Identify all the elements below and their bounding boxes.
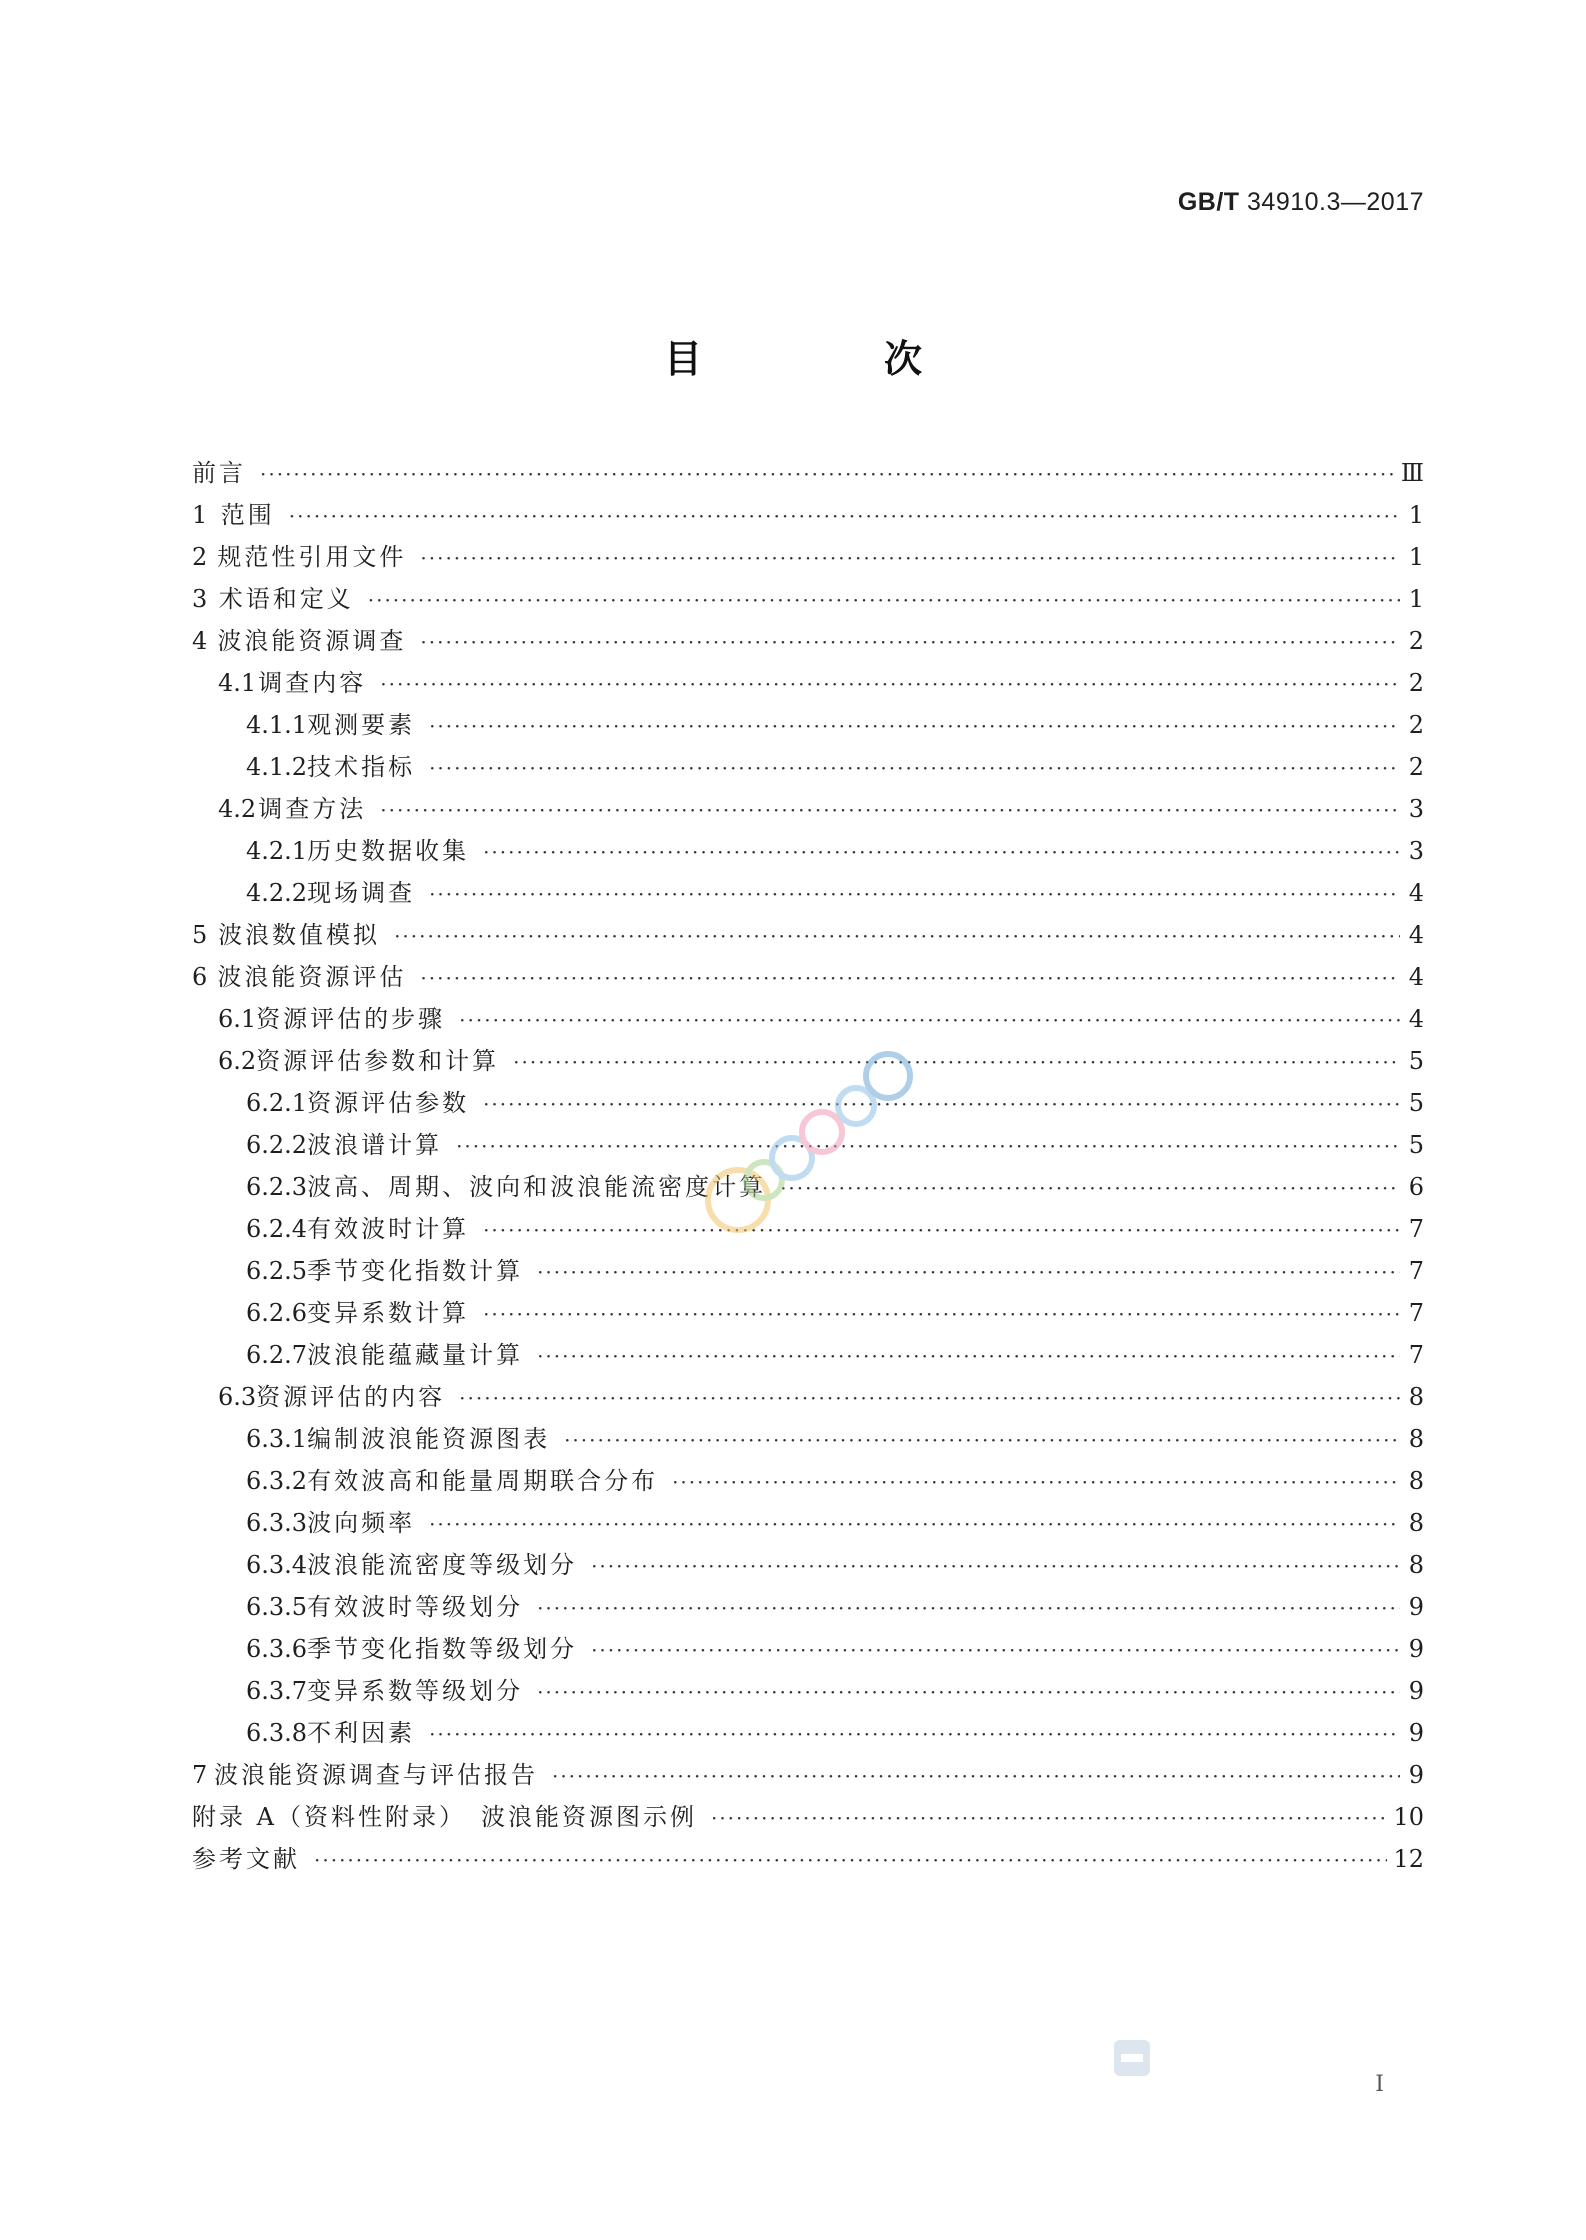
toc-entry-page: 2 [1408, 753, 1424, 781]
toc-entry-page: 4 [1408, 963, 1424, 991]
toc-entry-page: 9 [1408, 1677, 1424, 1705]
toc-entry-page: 9 [1408, 1635, 1424, 1663]
toc-dot-leader [672, 1470, 1400, 1494]
toc-entry[interactable] [192, 1671, 1424, 1713]
toc-dot-leader [564, 1428, 1400, 1452]
toc-entry-title: 有效波高和能量周期联合分布 [307, 1467, 659, 1495]
toc-entry-page: 10 [1393, 1803, 1424, 1831]
toc-entry-title: 附录 A（资料性附录） 波浪能资源图示例 [192, 1803, 697, 1831]
toc-entry-title: 术语和定义 [218, 585, 354, 613]
toc-entry-page: 2 [1408, 711, 1424, 739]
toc-entry-title: 波高、周期、波向和波浪能流密度计算 [307, 1173, 767, 1201]
toc-entry-page: 3 [1408, 837, 1424, 865]
toc-entry-number: 6.3.5 [246, 1593, 308, 1621]
toc-dot-leader [420, 546, 1400, 570]
toc-entry-number: 6.2 [218, 1047, 257, 1075]
toc-entry-page: 9 [1408, 1761, 1424, 1789]
toc-dot-leader [537, 1680, 1400, 1704]
toc-entry-page: 9 [1408, 1593, 1424, 1621]
toc-entry[interactable] [192, 1461, 1424, 1503]
toc-dot-leader [459, 1386, 1400, 1410]
toc-entry[interactable] [192, 495, 1424, 537]
toc-dot-leader [429, 882, 1400, 906]
toc-entry-number: 6.2.4 [246, 1215, 308, 1243]
toc-entry-number: 6.3.8 [246, 1719, 308, 1747]
toc-entry[interactable] [192, 831, 1424, 873]
toc-entry-page: 4 [1408, 879, 1424, 907]
toc-entry-title: 有效波时等级划分 [307, 1593, 524, 1621]
toc-entry-number: 1 [192, 501, 208, 529]
toc-entry-title: 变异系数计算 [307, 1299, 470, 1327]
toc-entry-title: 观测要素 [307, 711, 416, 739]
toc-dot-leader [537, 1596, 1400, 1620]
toc-dot-leader [483, 1302, 1400, 1326]
toc-entry-title: 调查方法 [258, 795, 367, 823]
toc-entry[interactable] [192, 1713, 1424, 1755]
toc-entry-number: 4.1.2 [246, 753, 308, 781]
toc-entry-title: 波向频率 [307, 1509, 416, 1537]
toc-entry[interactable] [192, 957, 1424, 999]
toc-entry-page: 8 [1408, 1383, 1424, 1411]
toc-entry-title: 季节变化指数计算 [307, 1257, 524, 1285]
toc-entry-title: 技术指标 [307, 753, 416, 781]
toc-entry-page: 1 [1408, 585, 1424, 613]
toc-entry-page: 7 [1408, 1257, 1424, 1285]
toc-entry-page: 12 [1393, 1845, 1424, 1873]
toc-entry-title: 不利因素 [307, 1719, 416, 1747]
toc-entry-title: 调查内容 [258, 669, 367, 697]
toc-dot-leader [459, 1008, 1400, 1032]
toc-dot-leader [537, 1260, 1400, 1284]
toc-entry-title: 历史数据收集 [307, 837, 470, 865]
toc-dot-leader [483, 1218, 1400, 1242]
toc-dot-leader [483, 840, 1400, 864]
toc-dot-leader [591, 1638, 1400, 1662]
toc-dot-leader [314, 1848, 1387, 1872]
toc-entry-number: 4.1.1 [246, 711, 308, 739]
toc-entry[interactable] [192, 663, 1424, 705]
toc-entry[interactable] [192, 1377, 1424, 1419]
toc-entry-number: 4.1 [218, 669, 257, 697]
toc-entry-page: 4 [1408, 921, 1424, 949]
toc-entry-page: 3 [1408, 795, 1424, 823]
toc-entry-title: 波浪能资源调查 [217, 627, 407, 655]
toc-entry-number: 4 [192, 627, 208, 655]
toc-entry[interactable] [192, 1797, 1424, 1839]
toc-entry-page: 1 [1408, 501, 1424, 529]
toc-entry-page: 6 [1408, 1173, 1424, 1201]
toc-dot-leader [429, 756, 1400, 780]
toc-entry-title: 波浪能蕴藏量计算 [307, 1341, 524, 1369]
toc-entry-page: 7 [1408, 1341, 1424, 1369]
toc-dot-leader [483, 1092, 1400, 1116]
toc-entry[interactable] [192, 621, 1424, 663]
toc-entry-number: 4.2.1 [246, 837, 308, 865]
toc-entry[interactable] [192, 579, 1424, 621]
toc-dot-leader [289, 504, 1400, 528]
toc-entry-title: 季节变化指数等级划分 [307, 1635, 578, 1663]
toc-entry-page: 5 [1408, 1047, 1424, 1075]
toc-entry-page: 8 [1408, 1509, 1424, 1537]
toc-entry-page: 2 [1408, 627, 1424, 655]
toc-entry-number: 6.3 [218, 1383, 257, 1411]
toc-entry-page: 8 [1408, 1467, 1424, 1495]
toc-entry-title: 编制波浪能资源图表 [307, 1425, 551, 1453]
toc-entry-title: 资源评估的内容 [256, 1383, 446, 1411]
toc-entry-title: 波浪能资源调查与评估报告 [213, 1761, 538, 1789]
toc-entry-page: 5 [1408, 1131, 1424, 1159]
toc-entry-title: 变异系数等级划分 [307, 1677, 524, 1705]
toc-entry-number: 6.2.2 [246, 1131, 308, 1159]
toc-entry[interactable] [192, 789, 1424, 831]
toc-entry-number: 5 [192, 921, 208, 949]
toc-entry-number: 6.3.2 [246, 1467, 308, 1495]
toc-entry-title: 资源评估的步骤 [256, 1005, 446, 1033]
toc-entry-title: 波浪能资源评估 [217, 963, 407, 991]
toc-dot-leader [711, 1806, 1387, 1830]
toc-entry-title: 前言 [192, 459, 246, 487]
toc-entry-number: 6.2.7 [246, 1341, 308, 1369]
cloud-watermark-icon [700, 1030, 930, 1260]
toc-entry[interactable] [192, 705, 1424, 747]
toc-entry-page: Ⅲ [1400, 459, 1424, 487]
toc-entry-number: 2 [192, 543, 208, 571]
toc-dot-leader [537, 1344, 1400, 1368]
toc-entry[interactable] [192, 1629, 1424, 1671]
toc-entry-number: 6 [192, 963, 208, 991]
toc-entry-number: 6.3.6 [246, 1635, 308, 1663]
toc-entry-title: 范围 [220, 501, 275, 529]
toc-entry-page: 1 [1408, 543, 1424, 571]
toc-dot-leader [429, 714, 1400, 738]
toc-entry-title: 波浪能流密度等级划分 [307, 1551, 578, 1579]
toc-entry-page: 7 [1408, 1215, 1424, 1243]
toc-entry-number: 6.3.4 [246, 1551, 308, 1579]
toc-entry-title: 波浪数值模拟 [218, 921, 381, 949]
page-title: 目 次 [663, 337, 994, 381]
toc-entry[interactable] [192, 1755, 1424, 1797]
toc-entry[interactable] [192, 1587, 1424, 1629]
toc-entry[interactable] [192, 537, 1424, 579]
toc-dot-leader [420, 966, 1400, 990]
toc-entry[interactable] [192, 1419, 1424, 1461]
toc-entry-title: 有效波时计算 [307, 1215, 470, 1243]
toc-entry-title: 资源评估参数和计算 [256, 1047, 500, 1075]
toc-entry-number: 6.3.1 [246, 1425, 308, 1453]
toc-entry[interactable] [192, 1839, 1424, 1881]
toc-entry-number: 6.3.3 [246, 1509, 308, 1537]
toc-entry[interactable] [192, 1545, 1424, 1587]
toc-dot-leader [552, 1764, 1400, 1788]
toc-entry-number: 6.2.3 [246, 1173, 308, 1201]
standard-code [1178, 188, 1424, 217]
toc-entry-title: 波浪谱计算 [307, 1131, 443, 1159]
toc-dot-leader [513, 1050, 1400, 1074]
toc-entry-page: 7 [1408, 1299, 1424, 1327]
toc-entry-page: 8 [1408, 1551, 1424, 1579]
toc-entry[interactable] [192, 1503, 1424, 1545]
toc-entry-page: 2 [1408, 669, 1424, 697]
toc-entry-number: 6.2.6 [246, 1299, 308, 1327]
standard-prefix: GB/T [1177, 188, 1240, 216]
toc-dot-leader [429, 1722, 1400, 1746]
toc-dot-leader [394, 924, 1400, 948]
publisher-logo-icon [1112, 2038, 1152, 2078]
toc-entry-number: 3 [192, 585, 208, 613]
toc-entry-title: 参考文献 [192, 1845, 300, 1873]
toc-entry-page: 4 [1408, 1005, 1424, 1033]
toc-entry-page: 8 [1408, 1425, 1424, 1453]
toc-dot-leader [429, 1512, 1400, 1536]
toc-entry[interactable] [192, 1293, 1424, 1335]
toc-entry-number: 4.2.2 [246, 879, 308, 907]
toc-dot-leader [260, 462, 1395, 486]
toc-entry[interactable] [192, 1335, 1424, 1377]
toc-entry-number: 7 [192, 1761, 208, 1789]
toc-entry-title: 资源评估参数 [307, 1089, 470, 1117]
toc-entry-title: 规范性引用文件 [217, 543, 407, 571]
toc-entry-number: 6.1 [218, 1005, 257, 1033]
toc-entry-page: 5 [1408, 1089, 1424, 1117]
toc-entry-page: 9 [1408, 1719, 1424, 1747]
toc-dot-leader [591, 1554, 1400, 1578]
toc-entry-title: 现场调查 [307, 879, 416, 907]
toc-entry[interactable] [192, 453, 1424, 495]
toc-entry[interactable] [192, 915, 1424, 957]
toc-dot-leader [368, 588, 1400, 612]
toc-dot-leader [420, 630, 1400, 654]
toc-entry-number: 4.2 [218, 795, 257, 823]
toc-entry-number: 6.3.7 [246, 1677, 308, 1705]
page-number: I [1375, 2072, 1384, 2097]
toc-dot-leader [380, 672, 1400, 696]
standard-number: 34910.3—2017 [1247, 188, 1424, 216]
toc-entry[interactable] [192, 747, 1424, 789]
toc-entry[interactable] [192, 873, 1424, 915]
toc-entry-number: 6.2.1 [246, 1089, 308, 1117]
toc-dot-leader [380, 798, 1400, 822]
toc-entry-number: 6.2.5 [246, 1257, 308, 1285]
